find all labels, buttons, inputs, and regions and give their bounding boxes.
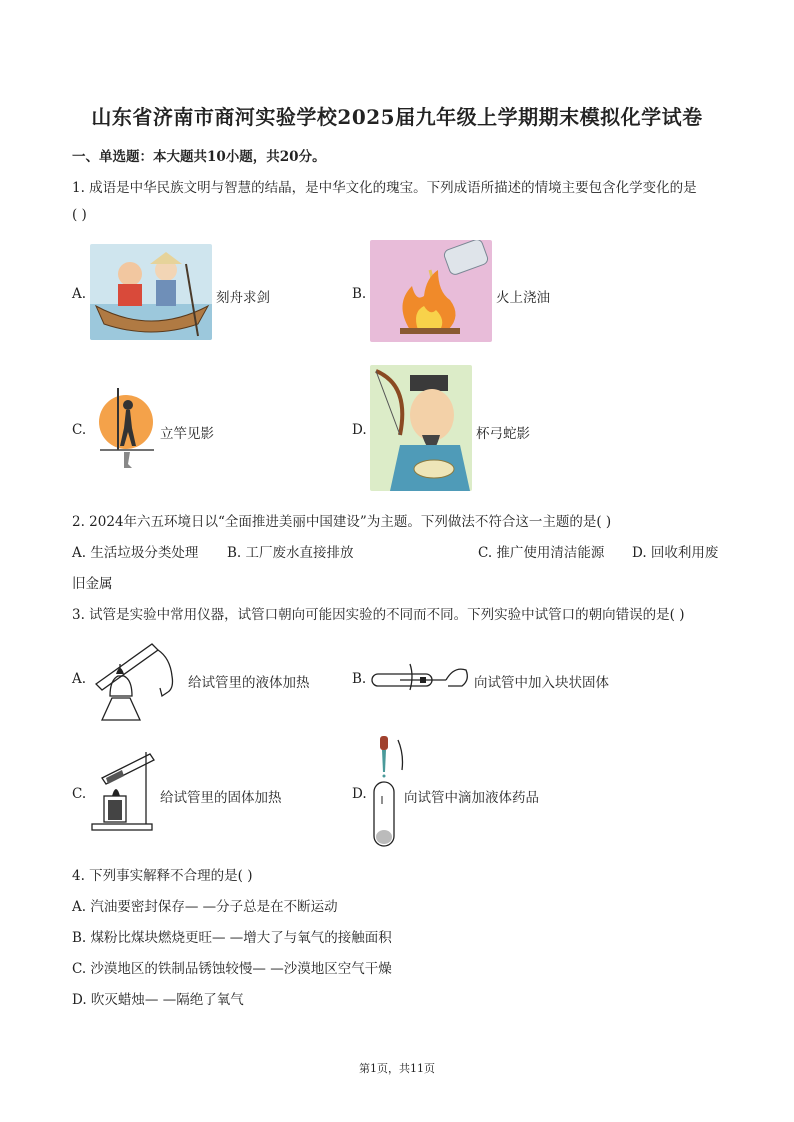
q4-option-d: D. 吹灭蜡烛— —隔绝了氧气: [72, 992, 244, 1008]
dropper-diagram: [368, 734, 408, 850]
section-heading: 一、单选题：本大题共10小题，共20分。: [72, 149, 326, 165]
q2-option-d-wrap: 旧金属: [72, 576, 113, 592]
q4-option-a: A. 汽油要密封保存— —分子总是在不断运动: [72, 899, 338, 915]
solid-heating-diagram: [88, 744, 158, 836]
q1-option-c-letter: C.: [72, 422, 87, 438]
q3-option-a-letter: A.: [72, 671, 87, 687]
cup-bow-illustration: [370, 365, 472, 491]
question-2-stem: 2. 2024年六五环境日以“全面推进美丽中国建设”为主题。下列做法不符合这一主题的是( ): [72, 514, 612, 530]
add-solid-diagram: [370, 656, 472, 696]
q1-option-b-letter: B.: [352, 286, 367, 302]
q1-option-d-text: 杯弓蛇影: [476, 426, 530, 442]
question-1-stem: 1. 成语是中华民族文明与智慧的结晶，是中华文化的瑰宝。下列成语所描述的情境主要包含化学变化的是: [72, 180, 697, 196]
liquid-heating-diagram: [88, 636, 184, 722]
question-1-answer-blank: ( ): [72, 207, 87, 223]
q3-option-b-letter: B.: [352, 671, 367, 687]
q2-option-c: C. 推广使用清洁能源: [478, 545, 605, 561]
q1-option-b-text: 火上浇油: [496, 290, 550, 306]
q3-option-a-text: 给试管里的液体加热: [188, 675, 310, 691]
q1-option-c-text: 立竿见影: [160, 426, 214, 442]
fire-oil-illustration: [370, 240, 492, 342]
q2-option-a: A. 生活垃圾分类处理: [72, 545, 199, 561]
q4-option-b: B. 煤粉比煤块燃烧更旺— —增大了与氧气的接触面积: [72, 930, 392, 946]
q3-option-c-text: 给试管里的固体加热: [160, 790, 282, 806]
q3-option-d-letter: D.: [352, 786, 367, 802]
q3-option-b-text: 向试管中加入块状固体: [474, 675, 609, 691]
page-footer: 第1页，共11页: [359, 1062, 435, 1075]
pole-shadow-illustration: [96, 384, 158, 470]
q2-option-b: B. 工厂废水直接排放: [227, 545, 354, 561]
question-3-stem: 3. 试管是实验中常用仪器，试管口朝向可能因实验的不同而不同。下列实验中试管口的朝向错误的是( ): [72, 607, 685, 623]
q2-option-d: D. 回收利用废: [632, 545, 719, 561]
q3-option-d-text: 向试管中滴加液体药品: [404, 790, 539, 806]
page-title: 山东省济南市商河实验学校2025届九年级上学期期末模拟化学试卷: [91, 105, 703, 129]
q3-option-c-letter: C.: [72, 786, 87, 802]
q4-option-c: C. 沙漠地区的铁制品锈蚀较慢— —沙漠地区空气干燥: [72, 961, 392, 977]
q1-option-a-text: 刻舟求剑: [216, 290, 270, 306]
boat-sword-illustration: [90, 244, 212, 340]
q1-option-d-letter: D.: [352, 422, 367, 438]
q1-option-a-letter: A.: [72, 286, 87, 302]
question-4-stem: 4. 下列事实解释不合理的是( ): [72, 868, 253, 884]
